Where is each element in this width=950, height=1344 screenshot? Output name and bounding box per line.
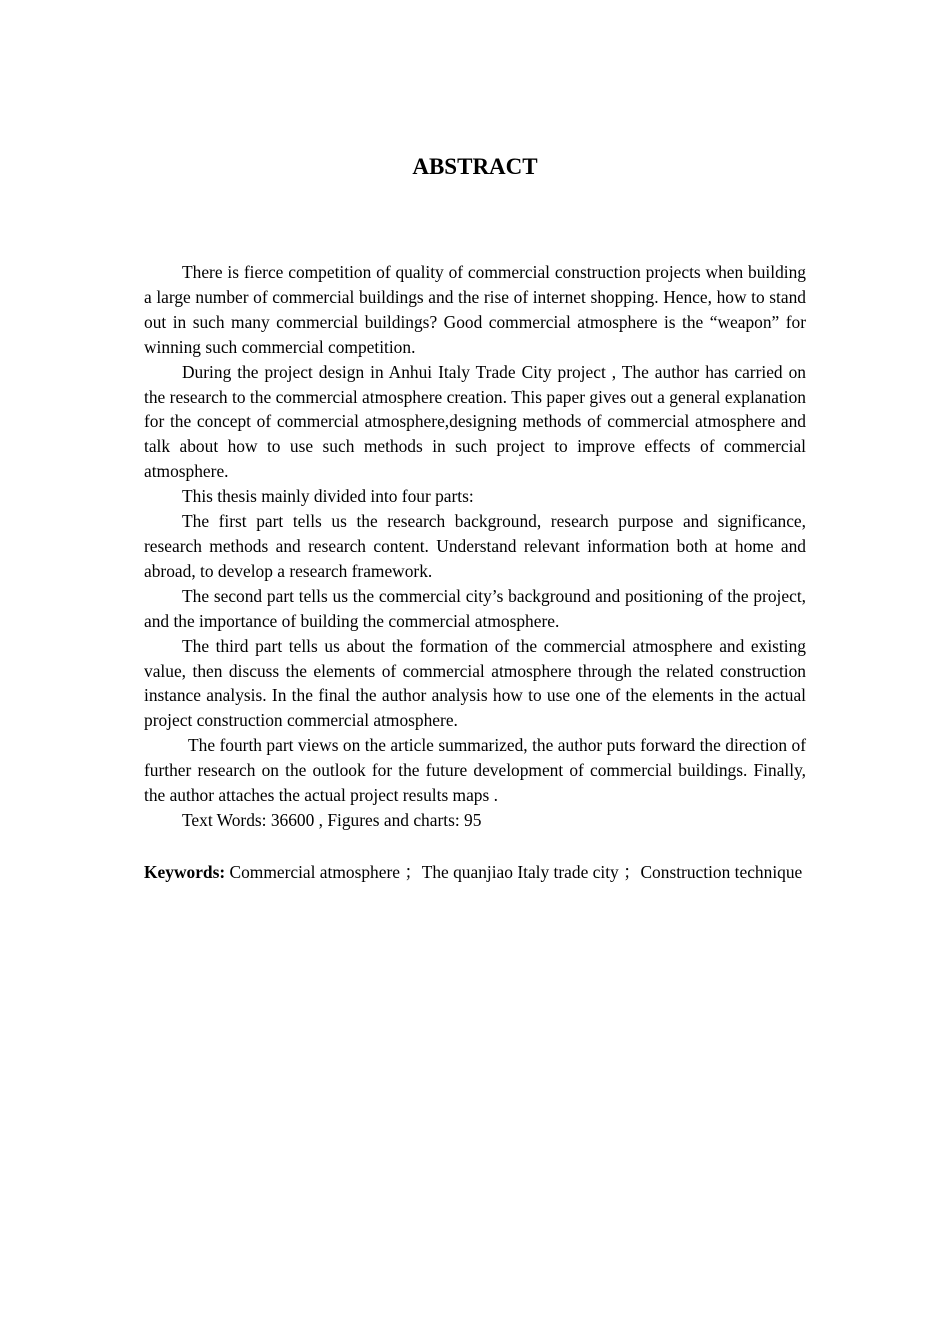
abstract-paragraph: During the project design in Anhui Italy Trade City project , The author has carried on the research to the commercial atmosphere creation. This paper gives out a general explanation for the concept of commercial atmosphere,designing methods of commercial atmosphere and talk about how to use such methods in such project to improve effects of commercial atmosphere.	[144, 361, 806, 482]
word-count-line: Text Words: 36600 , Figures and charts: 95	[182, 809, 482, 830]
keywords-text: Commercial atmosphere ；The quanjiao Italy trade city ；Construction technique	[225, 862, 803, 882]
abstract-paragraph: The first part tells us the research background, research purpose and significance, research methods and research content. Understand relevant information both at home and abroad, to develop a research framework.	[144, 511, 806, 581]
abstract-paragraph: The second part tells us the commercial city’s background and positioning of the project, and the importance of building the commercial atmosphere.	[144, 585, 806, 631]
abstract-body	[144, 260, 806, 833]
abstract-paragraph: The fourth part views on the article summarized, the author puts forward the direction of further research on the outlook for the future development of commercial buildings. Finally, the author attaches the actual project results maps .	[144, 735, 806, 806]
page-title: ABSTRACT	[412, 154, 538, 179]
abstract-paragraph: The third part tells us about the formation of the commercial atmosphere and existing value, then discuss the elements of commercial atmosphere through the related construction instance analysis. In the final the author analysis how to use one of the elements in the actual project construction commercial atmosphere.	[144, 635, 806, 731]
abstract-paragraph: There is fierce competition of quality of commercial construction projects when building a large number of commercial buildings and the rise of internet shopping. Hence, how to stand out in such many commercial buildings? Good commercial atmosphere is the “weapon” for winning such commercial competition.	[144, 262, 806, 357]
abstract-paragraph: This thesis mainly divided into four parts:	[182, 486, 474, 507]
keywords-label: Keywords:	[144, 862, 226, 882]
keywords-line	[144, 854, 806, 891]
